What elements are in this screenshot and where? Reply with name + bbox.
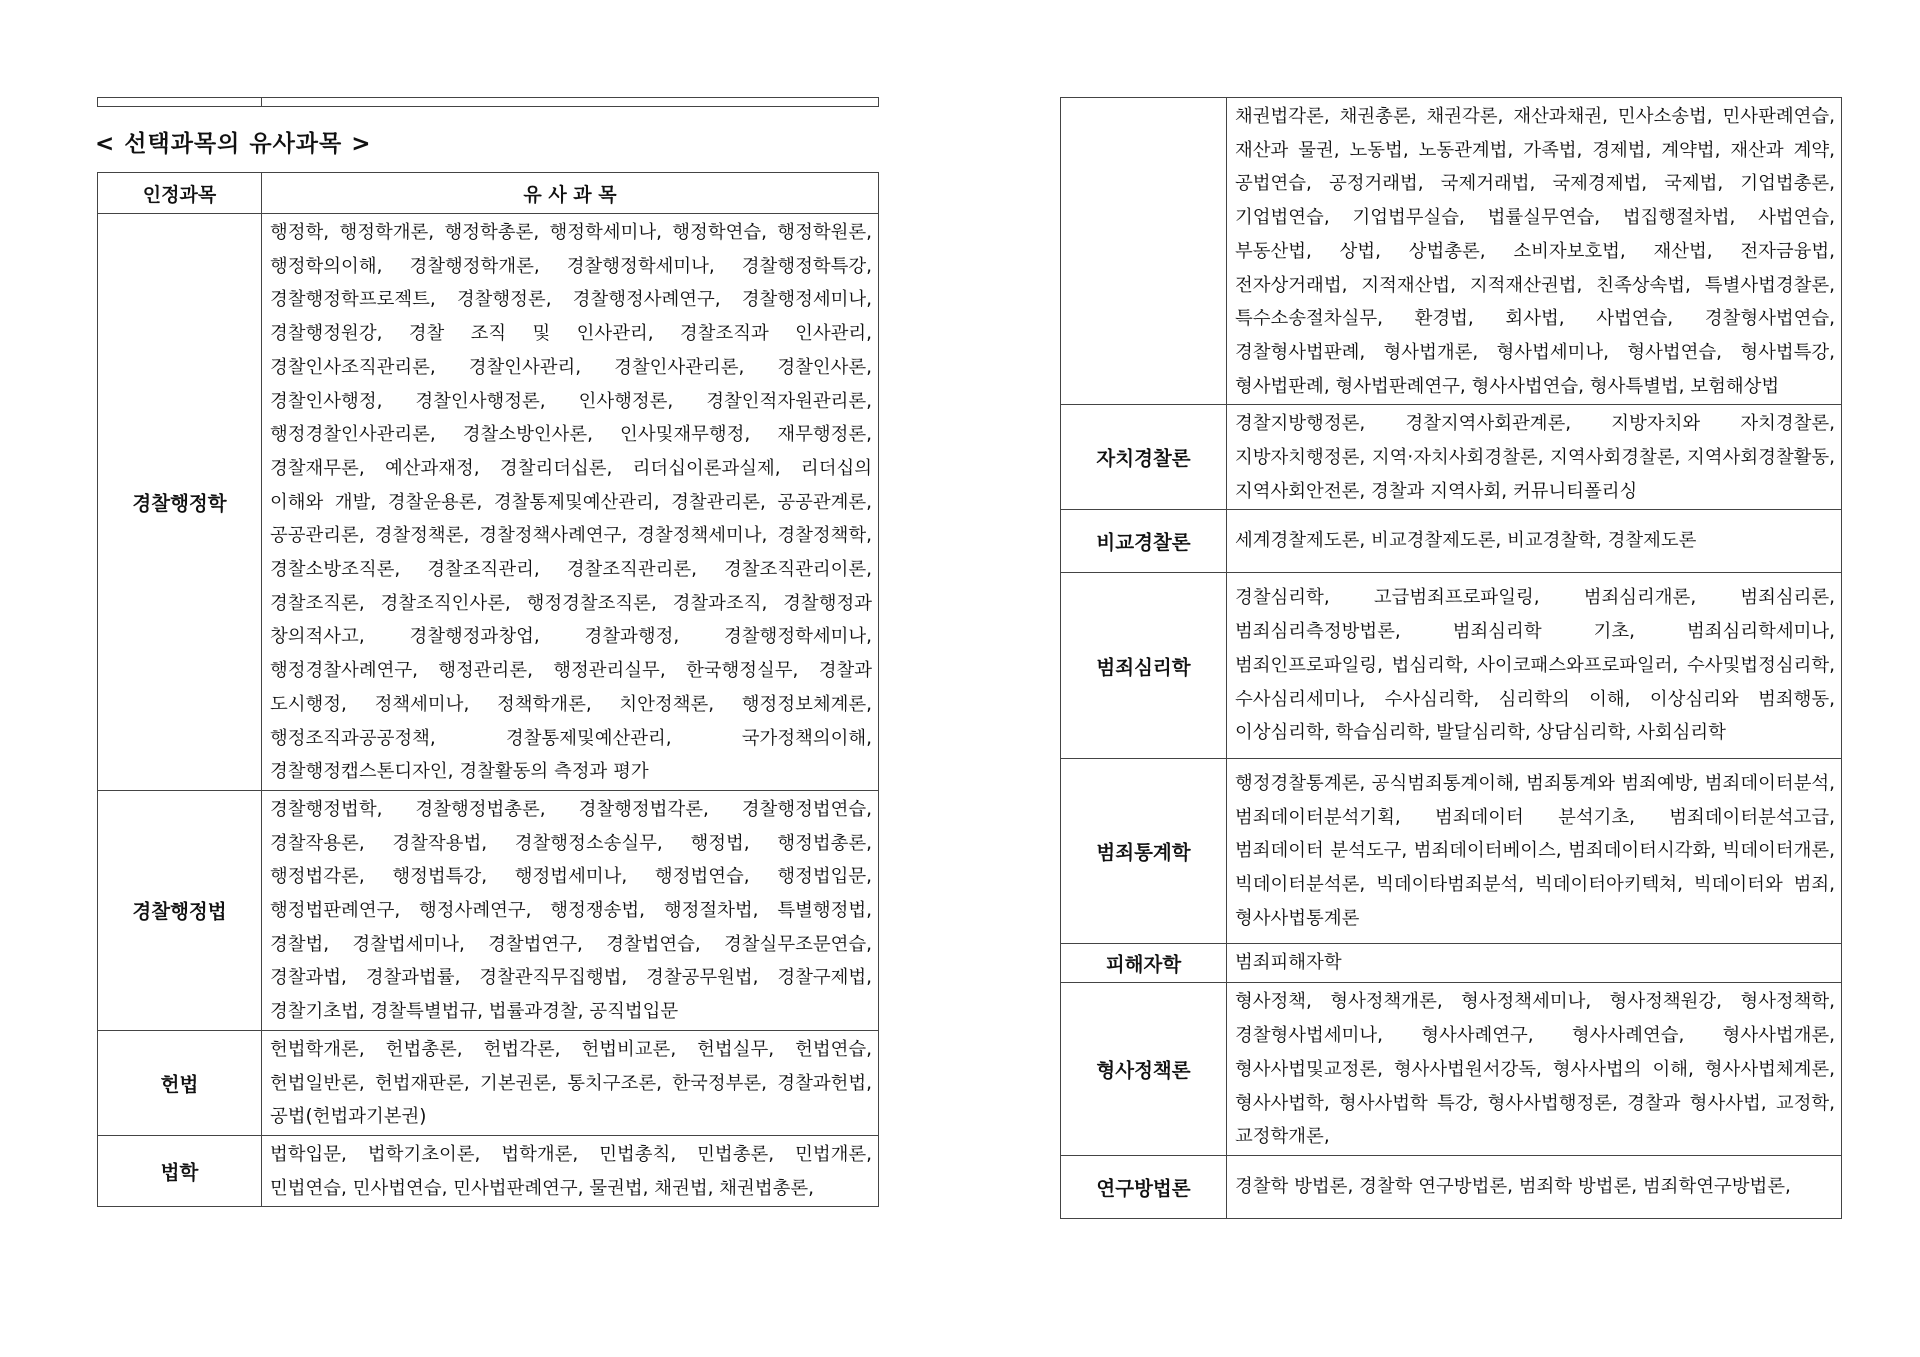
similar-cell: 세계경찰제도론, 비교경찰제도론, 비교경찰학, 경찰제도론 — [1227, 510, 1842, 573]
similar-cell: 행정학, 행정학개론, 행정학총론, 행정학세미나, 행정학연습, 행정학원론, 행정학의이해, 경찰행정학개론, 경찰행정학세미나, 경찰행정학특강, 경찰행정학프로젝트, 경찰행정론, 경찰행정사례연구, 경찰행정세미나, 경찰행정원강, 경찰 조직 및 인사관리, 경찰조직과 인사관리, 경찰인사조직관리론, 경찰인사관리, 경찰인사관리론, 경찰인사론, 경찰인사행정, 경찰인사행정론, 인사행정론, 경찰인적자원관리론, 행정경찰인사관리론, 경찰소방인사론, 인사및재무행정, 재무행정론, 경찰재무론, 예산과재정, 경찰리더십론, 리더십이론과실제, 리더십의 이해와 개발, 경찰운용론, 경찰통제및예산관리, 경찰관리론, 공공관계론, 공공관리론, 경찰정책론, 경찰정책사례연구, 경찰정책세미나, 경찰정책학, 경찰소방조직론, 경찰조직관리, 경찰조직관리론, 경찰조직관리이론, 경찰조직론, 경찰조직인사론, 행정경찰조직론, 경찰과조직, 경찰행정과 창의적사고, 경찰행정과창업, 경찰과행정, 경찰행정학세미나, 행정경찰사례연구, 행정관리론, 행정관리실무, 한국행정실무, 경찰과 도시행정, 정책세미나, 정책학개론, 치안정책론, 행정정보체계론, 행정조직과공공정책, 경찰통제및예산관리, 국가정책의이해, 경찰행정캡스톤디자인, 경찰활동의 측정과 평가 — [262, 214, 879, 791]
similar-cell: 경찰학 방법론, 경찰학 연구방법론, 범죄학 방법론, 범죄학연구방법론, — [1227, 1155, 1842, 1218]
table-row — [1061, 1155, 1842, 1218]
similar-cell: 경찰심리학, 고급범죄프로파일링, 범죄심리개론, 범죄심리론, 범죄심리측정방법론, 범죄심리학 기초, 범죄심리학세미나, 범죄인프로파일링, 법심리학, 사이코패스와프로파일러, 수사및법정심리학, 수사심리세미나, 수사심리학, 심리학의 이해, 이상심리와 범죄행동, 이상심리학, 학습심리학, 발달심리학, 상담심리학, 사회심리학 — [1227, 573, 1842, 759]
subject-cell: 헌법 — [98, 1030, 262, 1135]
subject-cell: 법학 — [98, 1135, 262, 1206]
right-column — [1060, 97, 1842, 1219]
subject-cell: 자치경찰론 — [1061, 405, 1227, 510]
table-header-row — [98, 173, 879, 214]
subject-cell: 형사정책론 — [1061, 983, 1227, 1156]
subject-cell: 범죄통계학 — [1061, 758, 1227, 944]
header-similar: 유 사 과 목 — [262, 173, 879, 214]
table-row — [1061, 405, 1842, 510]
similar-cell: 법학입문, 법학기초이론, 법학개론, 민법총칙, 민법총론, 민법개론, 민법연습, 민사법연습, 민사법판례연구, 물권법, 채권법, 채권법총론, — [262, 1135, 879, 1206]
subject-cell: 비교경찰론 — [1061, 510, 1227, 573]
similar-subjects-table-right — [1060, 97, 1842, 1219]
table-row — [98, 790, 879, 1030]
table-row — [98, 1030, 879, 1135]
table-row — [1061, 944, 1842, 983]
subject-cell: 경찰행정법 — [98, 790, 262, 1030]
left-column — [97, 97, 879, 1207]
similar-cell: 경찰행정법학, 경찰행정법총론, 경찰행정법각론, 경찰행정법연습, 경찰작용론, 경찰작용법, 경찰행정소송실무, 행정법, 행정법총론, 행정법각론, 행정법특강, 행정법세미나, 행정법연습, 행정법입문, 행정법판례연구, 행정사례연구, 행정쟁송법, 행정절차법, 특별행정법, 경찰법, 경찰법세미나, 경찰법연구, 경찰법연습, 경찰실무조문연습, 경찰과법, 경찰과법률, 경찰관직무집행법, 경찰공무원법, 경찰구제법, 경찰기초법, 경찰특별법규, 법률과경찰, 공직법입문 — [262, 790, 879, 1030]
table-row — [1061, 510, 1842, 573]
table-row — [1061, 573, 1842, 759]
similar-cell: 경찰지방행정론, 경찰지역사회관계론, 지방자치와 자치경찰론, 지방자치행정론, 지역·자치사회경찰론, 지역사회경찰론, 지역사회경찰활동, 지역사회안전론, 경찰과 지역사회, 커뮤니티폴리싱 — [1227, 405, 1842, 510]
subject-cell — [1061, 98, 1227, 405]
similar-cell: 채권법각론, 채권총론, 채권각론, 재산과채권, 민사소송법, 민사판례연습, 재산과 물권, 노동법, 노동관계법, 가족법, 경제법, 계약법, 재산과 계약, 공법연습, 공정거래법, 국제거래법, 국제경제법, 국제법, 기업법총론, 기업법연습, 기업법무실습, 법률실무연습, 법집행절차법, 사법연습, 부동산법, 상법, 상법총론, 소비자보호법, 재산법, 전자금융법, 전자상거래법, 지적재산법, 지적재산권법, 친족상속법, 특별사법경찰론, 특수소송절차실무, 환경법, 회사법, 사법연습, 경찰형사법연습, 경찰형사법판례, 형사법개론, 형사법세미나, 형사법연습, 형사법특강, 형사법판례, 형사법판례연구, 형사사법연습, 형사특별법, 보험해상법 — [1227, 98, 1842, 405]
table-row — [98, 1135, 879, 1206]
similar-cell: 형사정책, 형사정책개론, 형사정책세미나, 형사정책원강, 형사정책학, 경찰형사법세미나, 형사사례연구, 형사사례연습, 형사사법개론, 형사사법및교정론, 형사사법원서강독, 형사사법의 이해, 형사사법체계론, 형사사법학, 형사사법학 특강, 형사사법행정론, 경찰과 형사사법, 교정학, 교정학개론, — [1227, 983, 1842, 1156]
subject-cell: 피해자학 — [1061, 944, 1227, 983]
table-row — [1061, 758, 1842, 944]
top-strip — [97, 97, 879, 107]
table-row — [1061, 983, 1842, 1156]
similar-cell: 범죄피해자학 — [1227, 944, 1842, 983]
subject-cell: 경찰행정학 — [98, 214, 262, 791]
subject-cell: 범죄심리학 — [1061, 573, 1227, 759]
similar-cell: 행정경찰통계론, 공식범죄통계이해, 범죄통계와 범죄예방, 범죄데이터분석, 범죄데이터분석기획, 범죄데이터 분석기초, 범죄데이터분석고급, 범죄데이터 분석도구, 범죄데이터베이스, 범죄데이터시각화, 빅데이터개론, 빅데이터분석론, 빅데이타범죄분석, 빅데이터아키텍쳐, 빅데이터와 범죄, 형사사법통계론 — [1227, 758, 1842, 944]
header-subject: 인정과목 — [98, 173, 262, 214]
table-row — [98, 214, 879, 791]
similar-cell: 헌법학개론, 헌법총론, 헌법각론, 헌법비교론, 헌법실무, 헌법연습, 헌법일반론, 헌법재판론, 기본권론, 통치구조론, 한국정부론, 경찰과헌법, 공법(헌법과기본권) — [262, 1030, 879, 1135]
table-row — [1061, 98, 1842, 405]
section-heading: < 선택과목의 유사과목 > — [95, 131, 372, 157]
subject-cell: 연구방법론 — [1061, 1155, 1227, 1218]
similar-subjects-table-left — [97, 172, 879, 1207]
